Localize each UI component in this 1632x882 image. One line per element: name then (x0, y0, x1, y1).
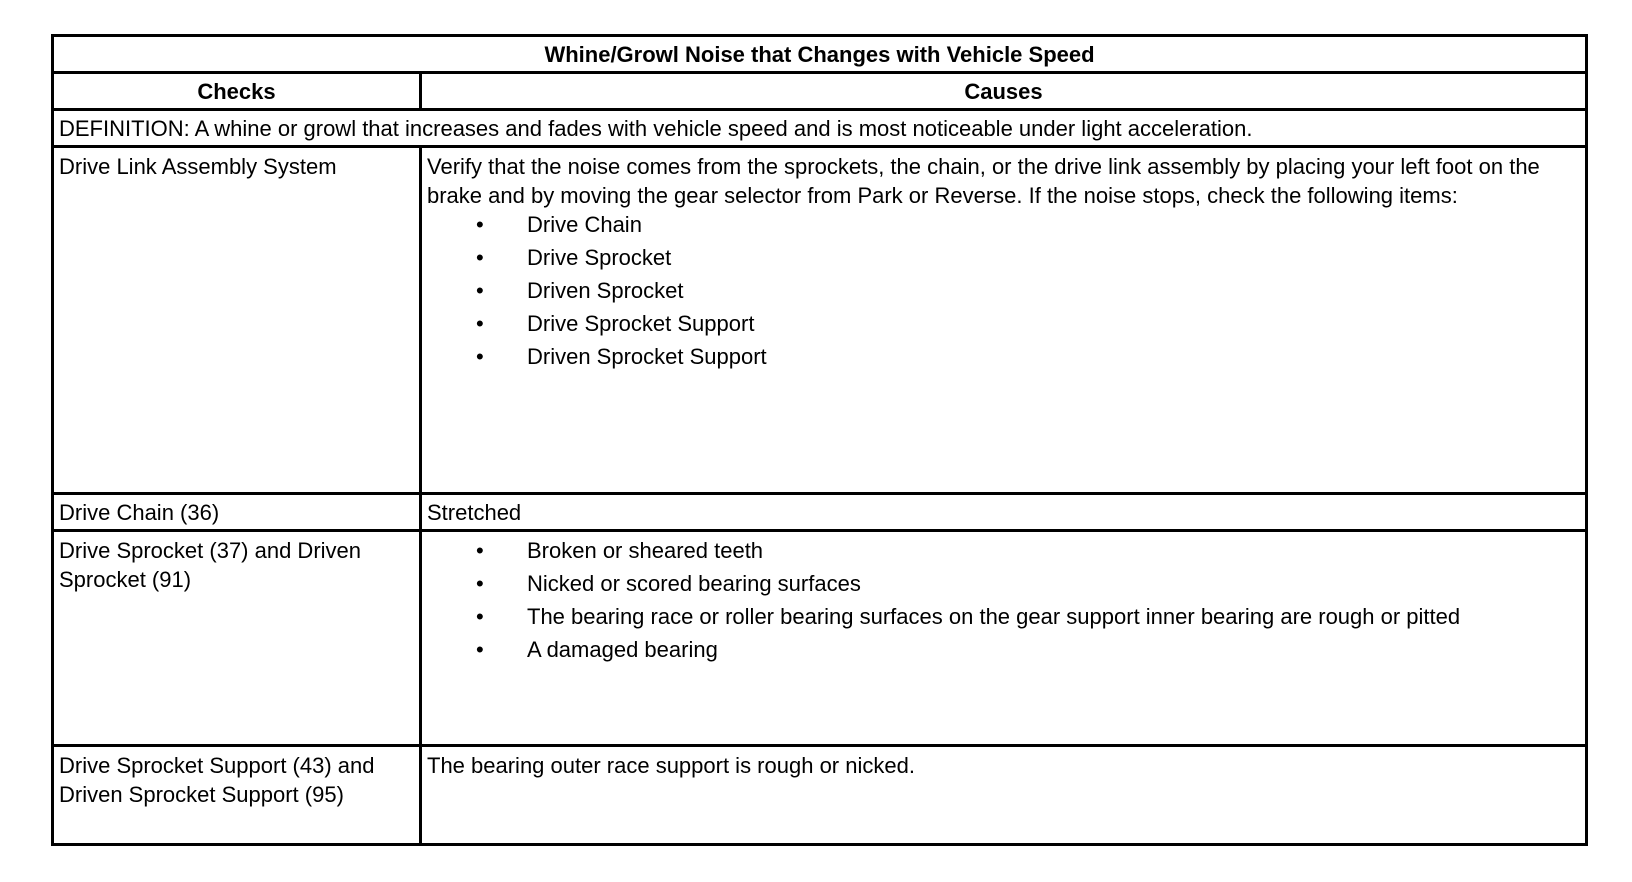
check-cell: Drive Chain (36) (53, 494, 421, 531)
check-cell: Drive Sprocket Support (43) and Driven Sprocket Support (95) (53, 746, 421, 845)
cause-cell (421, 147, 1587, 494)
cause-list (427, 210, 1580, 371)
list-item: • Drive Chain (427, 210, 1580, 239)
column-header-causes: Causes (421, 73, 1587, 110)
check-cell: Drive Link Assembly System (53, 147, 421, 494)
definition-text: DEFINITION: A whine or growl that increases and fades with vehicle speed and is most noticeable under light acceleration. (53, 110, 1587, 147)
list-item: • Drive Sprocket Support (427, 309, 1580, 338)
table-title: Whine/Growl Noise that Changes with Vehicle Speed (53, 36, 1587, 73)
table-title-row (53, 36, 1587, 73)
list-item: • Driven Sprocket (427, 276, 1580, 305)
list-item: • Broken or sheared teeth (427, 536, 1580, 565)
cause-cell: The bearing outer race support is rough or nicked. (421, 746, 1587, 845)
list-item: • A damaged bearing (427, 635, 1580, 664)
cause-cell: Stretched (421, 494, 1587, 531)
list-item: • Drive Sprocket (427, 243, 1580, 272)
cause-text: Verify that the noise comes from the sprockets, the chain, or the drive link assembly by placing your left foot on the brake and by moving the gear selector from Park or Reverse. If the noise stops, check the following items: (427, 154, 1540, 208)
table-header-row (53, 73, 1587, 110)
table-row (53, 494, 1587, 531)
list-item: • Nicked or scored bearing surfaces (427, 569, 1580, 598)
cause-cell (421, 531, 1587, 746)
diagnosis-table (51, 34, 1588, 846)
table-row (53, 147, 1587, 494)
list-item: • Driven Sprocket Support (427, 342, 1580, 371)
table-row (53, 531, 1587, 746)
check-cell: Drive Sprocket (37) and Driven Sprocket (91) (53, 531, 421, 746)
definition-row (53, 110, 1587, 147)
list-item: • The bearing race or roller bearing surfaces on the gear support inner bearing are rough or pitted (427, 602, 1580, 631)
table-row (53, 746, 1587, 845)
column-header-checks: Checks (53, 73, 421, 110)
cause-list (427, 536, 1580, 664)
